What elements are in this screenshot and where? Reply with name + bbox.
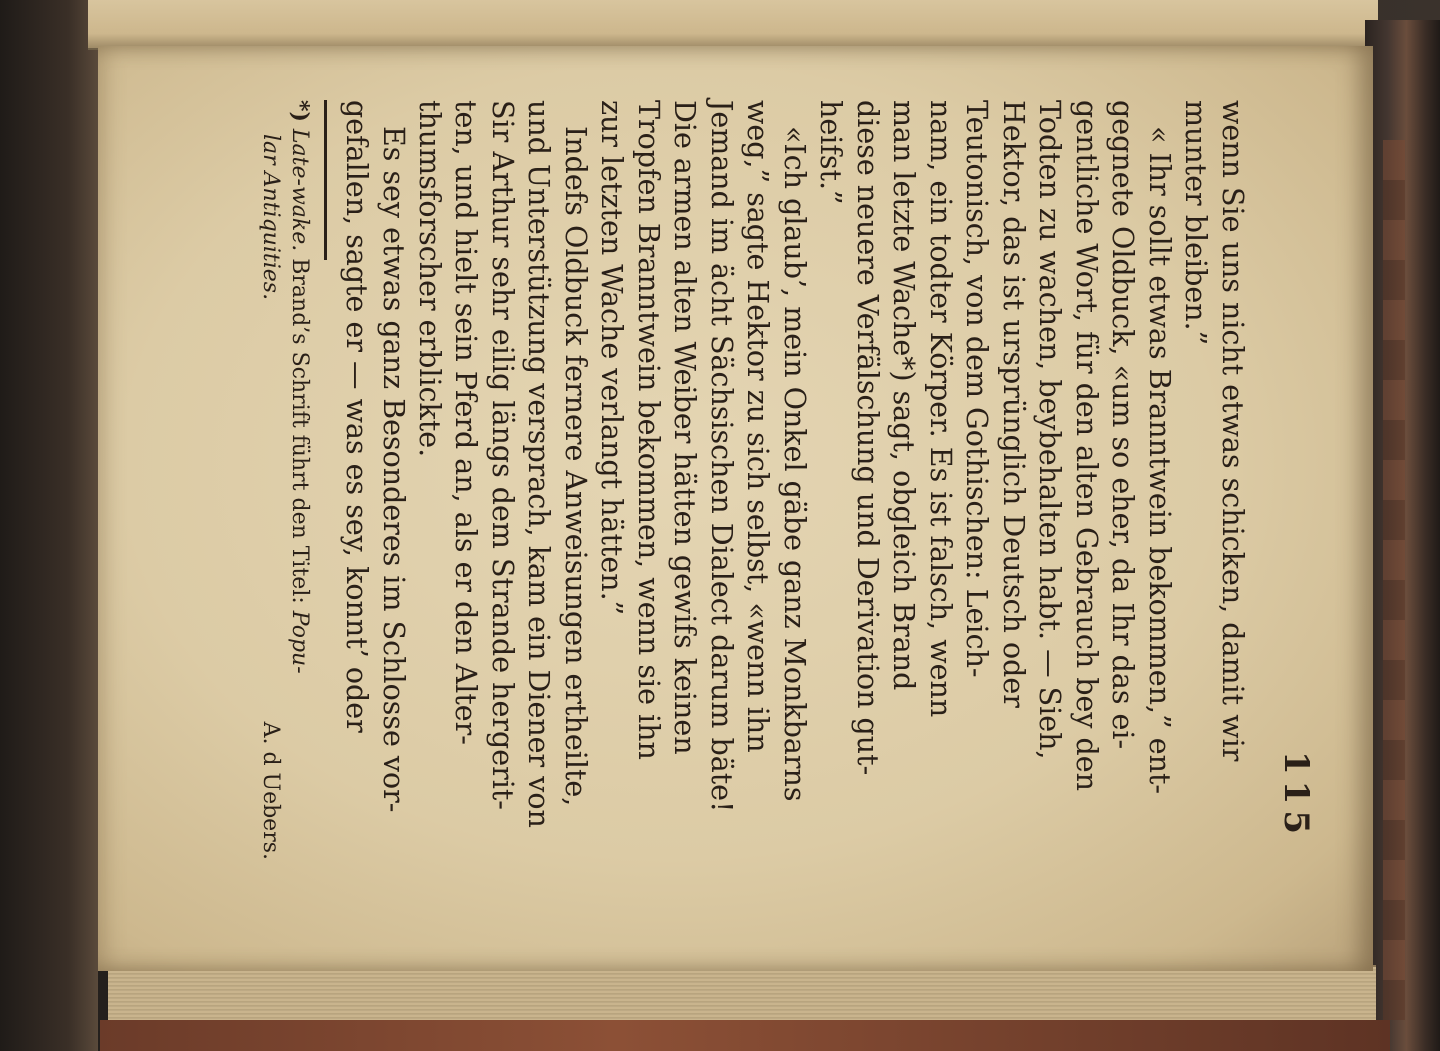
text-line: Teutonisch, von dem Gothischen: Leich- [960,100,994,678]
text-line: und Unterstützung versprach, kam ein Diener von [522,100,556,828]
text-line: diese neuere Verfälschung und Derivation gut- [851,100,884,776]
text-line: Hektor, das ist ursprünglich Deutsch oder [997,100,1030,708]
footnote [255,100,315,860]
footnote-title-end: lar Antiquities. [258,134,283,301]
text-line: ten, und hielt sein Pferd an, als er den Alter- [449,100,483,745]
page-header [1250,100,1316,860]
paragraph-3 [593,100,812,860]
page-text-block [258,100,1316,860]
text-line: Jemand im ächt Sächsischen Dialect darum bäte! [705,100,738,813]
text-line: nam, ein todter Körper. Es ist falsch, wenn [924,100,957,718]
footnote-text: Brand’s Schrift führt den Titel: [287,258,312,604]
text-line: munter bleiben.” [1179,100,1213,346]
paragraph-4 [411,100,594,860]
footnote-term: Late-wake. [287,128,312,252]
paragraph-5 [338,100,411,860]
text-line: Die armen alten Weiber hätten gewifs keinen [668,100,702,755]
text-line: gentliche Wort, für den alten Gebrauch bey den [1070,100,1103,792]
book-cover-bottom [100,1020,1390,1051]
text-line: « Ihr sollt etwas Branntwein bekommen,” ent- [1143,126,1176,795]
page-number: 115 [1276,751,1316,840]
book-cover-left [0,0,98,1051]
text-line: heifst.” [814,100,848,205]
text-line: man letzte Wache*) sagt, obgleich Brand [887,100,921,691]
text-line: zur letzten Wache verlangt hätten.” [595,100,629,616]
previous-leaf-edge [88,0,1378,50]
book-spine [1365,20,1440,1051]
footnote-rule [324,100,327,260]
text-line: gefallen, sagte er — was es sey, konnt’ oder [340,100,374,733]
text-line: thumsforscher erblickte. [413,100,446,458]
footnote-title-start: Popu- [287,610,312,674]
text-line: Tropfen Branntwein bekommen, wenn sie ihn [632,100,665,760]
footnote-mark: *) [287,100,313,122]
footnote-attribution: A. d Uebers. [258,721,283,860]
text-line: wenn Sie uns nicht etwas schicken, damit wir [1216,100,1249,762]
text-line: weg,” sagte Hektor zu sich selbst, «wenn ihn [741,100,775,753]
paragraph-2 [812,100,1177,860]
text-line: Sir Arthur sehr eilig längs dem Strande hergerit- [486,100,519,810]
text-line: Todten zu wachen, beybehalten habt. — Sieh, [1033,100,1067,760]
text-line: gegnete Oldbuck, «um so eher, da Ihr das ei- [1106,100,1140,750]
paragraph-1 [1177,100,1250,860]
text-line: «Ich glaub’, mein Onkel gäbe ganz Monkbarns [778,126,811,802]
text-line: Es sey etwas ganz Besonderes im Schlosse vor- [377,126,410,813]
text-line: Indefs Oldbuck fernere Anweisungen ertheilte, [559,126,592,807]
